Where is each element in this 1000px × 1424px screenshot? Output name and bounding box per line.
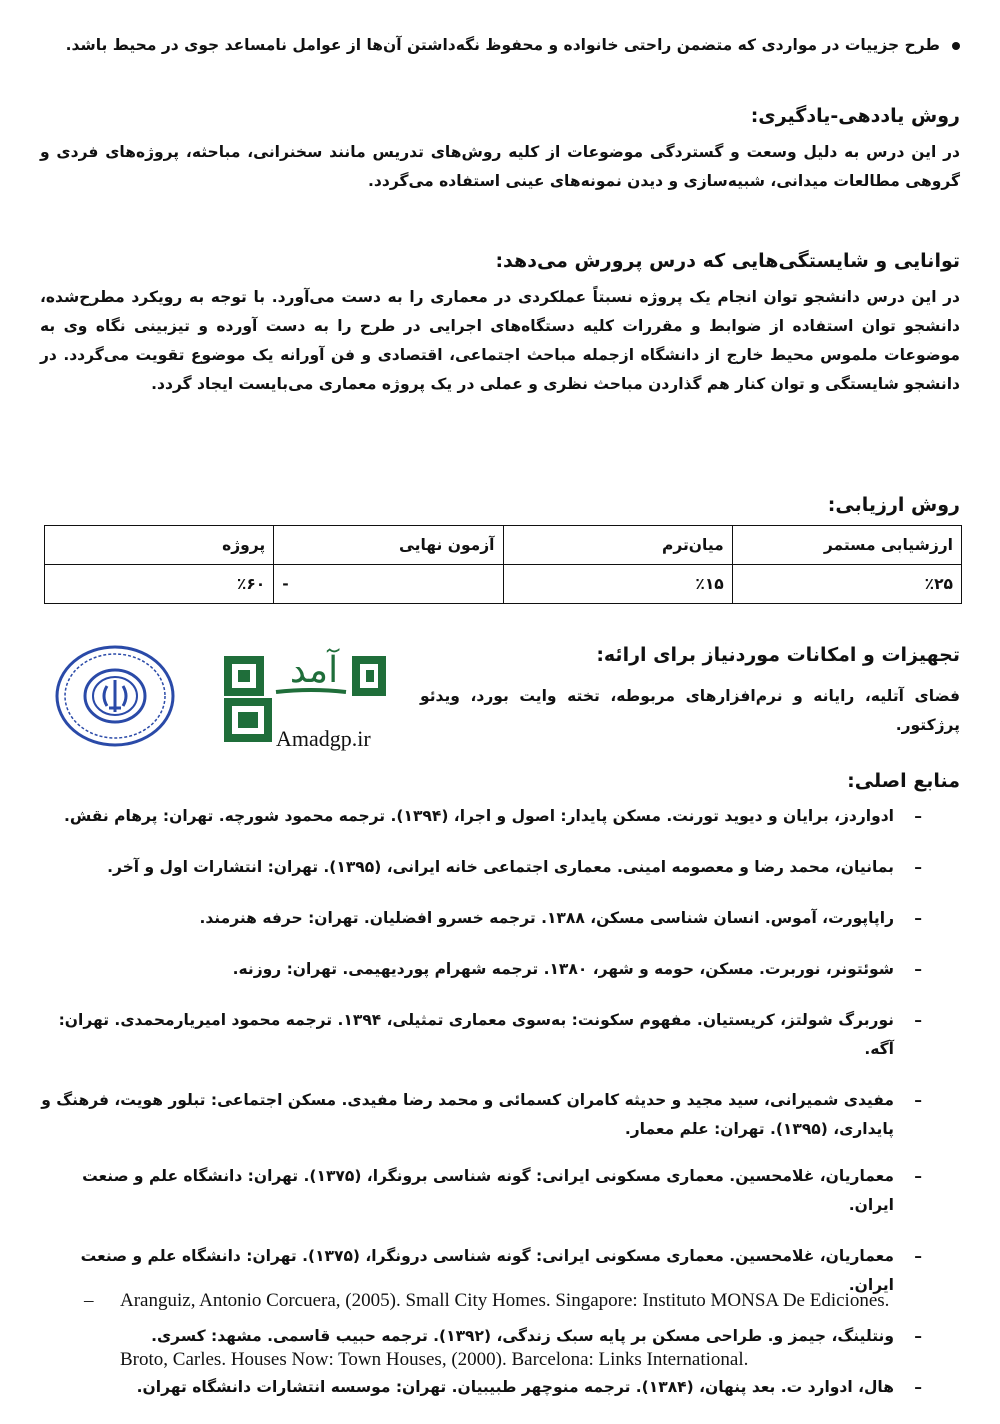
source-dash: – xyxy=(914,858,922,876)
eval-value-project: ٪۶۰ xyxy=(45,565,274,604)
english-source-1: Aranguiz, Antonio Corcuera, (2005). Small City Homes. Singapore: Instituto MONSA De Ediciones. xyxy=(120,1290,890,1311)
intro-bullet xyxy=(40,36,960,54)
evaluation-heading: روش ارزیابی: xyxy=(827,494,960,516)
intro-bullet-text: طرح جزییات در مواردی که متضمن راحتی خانواده و محفوظ نگه‌داشتن آن‌ها از عوامل نامساعد جوی در محیط باشد. xyxy=(65,36,940,54)
evaluation-value-row xyxy=(45,565,962,604)
teaching-text: در این درس به دلیل وسعت و گستردگی موضوعات از کلیه روش‌های تدریس مانند سخنرانی، مباحثه، پروژه‌های فردی و گروهی مطالعات میدانی، شبیه‌سازی و دیدن نمونه‌های عینی استفاده می‌گردد. xyxy=(40,143,960,190)
source-dash: – xyxy=(914,1091,922,1109)
source-item: – ادواردز، برایان و دیوید تورنت. مسکن پایدار: اصول و اجرا، (۱۳۹۴). ترجمه محمود شورچه. تهران: پرهام نقش. xyxy=(40,802,960,831)
competencies-text: در این درس دانشجو توان انجام یک پروژه نسبتاً عملکردی در معماری را به دست می‌آورد. با توجه به رویکرد مطرح‌شده، دانشجو توان استفاده از ضوابط و مقررات کلیه دستگاه‌های اجرایی در طرح را به دست آورده و تیزبینی نگاه وی به موضوعات ملموس محیط خارج از دانشگاه ازجمله مباحث اجتماعی، اقتصادی و فن آورانه یک موضوع تقویت می‌گردد. در دانشجو شایستگی و توان کنار هم گذاردن مباحث نظری و عملی در یک پروژه معماری می‌بایست ایجاد گردد. xyxy=(40,288,960,393)
eval-header-continuous: ارزشیابی مستمر xyxy=(732,526,961,565)
amad-logo-script: آمد xyxy=(289,650,339,691)
source-dash: – xyxy=(914,909,922,927)
equipment-heading: تجهیزات و امکانات موردنیاز برای ارائه: xyxy=(596,644,960,666)
source-item: – هال، ادوارد ت. بعد پنهان، (۱۳۸۴). ترجمه منوچهر طبیبیان. تهران: موسسه انتشارات دانشگاه تهران. xyxy=(40,1373,960,1402)
eval-value-midterm: ٪۱۵ xyxy=(503,565,732,604)
evaluation-table xyxy=(44,525,962,604)
source-item: – معماریان، غلامحسین. معماری مسکونی ایرانی: گونه شناسی درونگرا، (۱۳۷۵). تهران: دانشگاه علم و صنعت ایران. xyxy=(40,1242,960,1300)
amad-logo-site: Amadgp.ir xyxy=(276,726,371,751)
source-dash: – xyxy=(914,1378,922,1396)
eval-value-final: - xyxy=(274,565,503,604)
source-dash: – xyxy=(914,960,922,978)
source-dash: – xyxy=(914,807,922,825)
source-item: – معماریان، غلامحسین. معماری مسکونی ایرانی: گونه شناسی برونگرا، (۱۳۷۵). تهران: دانشگاه علم و صنعت ایران. xyxy=(40,1162,960,1220)
sources-section xyxy=(40,770,960,1424)
sources-heading: منابع اصلی: xyxy=(847,770,960,792)
competencies-heading: توانایی و شایستگی‌هایی که درس پرورش می‌دهد: xyxy=(495,250,960,272)
seal-emblem-icon xyxy=(54,644,176,748)
amad-logo xyxy=(216,648,392,750)
english-source-dash: – xyxy=(84,1290,94,1311)
source-dash: – xyxy=(914,1011,922,1029)
source-item: – بمانیان، محمد رضا و معصومه امینی. معماری اجتماعی خانه ایرانی، (۱۳۹۵). تهران: انتشارات اول و آخر. xyxy=(40,853,960,882)
source-item: – ونتلینگ، جیمز و. طراحی مسکن بر پایه سبک زندگی، (۱۳۹۲). ترجمه حبیب قاسمی. مشهد: کسری. xyxy=(40,1322,960,1351)
eval-header-final: آزمون نهایی xyxy=(274,526,503,565)
english-source-2: Broto, Carles. Houses Now: Town Houses, (2000). Barcelona: Links International. xyxy=(120,1349,749,1370)
source-dash: – xyxy=(914,1327,922,1345)
eval-header-midterm: میان‌ترم xyxy=(503,526,732,565)
eval-value-continuous: ٪۲۵ xyxy=(732,565,961,604)
source-dash: – xyxy=(914,1167,922,1185)
official-seal xyxy=(54,644,176,748)
source-item: – راپاپورت، آموس. انسان شناسی مسکن، ۱۳۸۸. ترجمه خسرو افضلیان. تهران: حرفه هنرمند. xyxy=(40,904,960,933)
eval-header-project: پروژه xyxy=(45,526,274,565)
teaching-heading: روش یاددهی-یادگیری: xyxy=(750,105,960,127)
evaluation-header-row xyxy=(45,526,962,565)
source-item: – نوربرگ شولتز، کریستیان. مفهوم سکونت: به‌سوی معماری تمثیلی، ۱۳۹۴. ترجمه محمود امیریارمحمدی. تهران: آگه. xyxy=(40,1006,960,1064)
equipment-text: فضای آتلیه، رایانه و نرم‌افزارهای مربوطه، تخته وایت بورد، ویدئو پرژکتور. xyxy=(420,687,960,734)
bullet-icon xyxy=(952,42,960,50)
source-dash: – xyxy=(914,1247,922,1265)
source-item: – مفیدی شمیرانی، سید مجید و حدیثه کامران کسمائی و محمد رضا مفیدی. مسکن اجتماعی: تبلور هویت، فرهنگ و پایداری، (۱۳۹۵). تهران: علم معمار. xyxy=(40,1086,960,1144)
source-item: – شوئتونر، نوربرت. مسکن، حومه و شهر، ۱۳۸۰. ترجمه شهرام پوردیهیمی. تهران: روزنه. xyxy=(40,955,960,984)
